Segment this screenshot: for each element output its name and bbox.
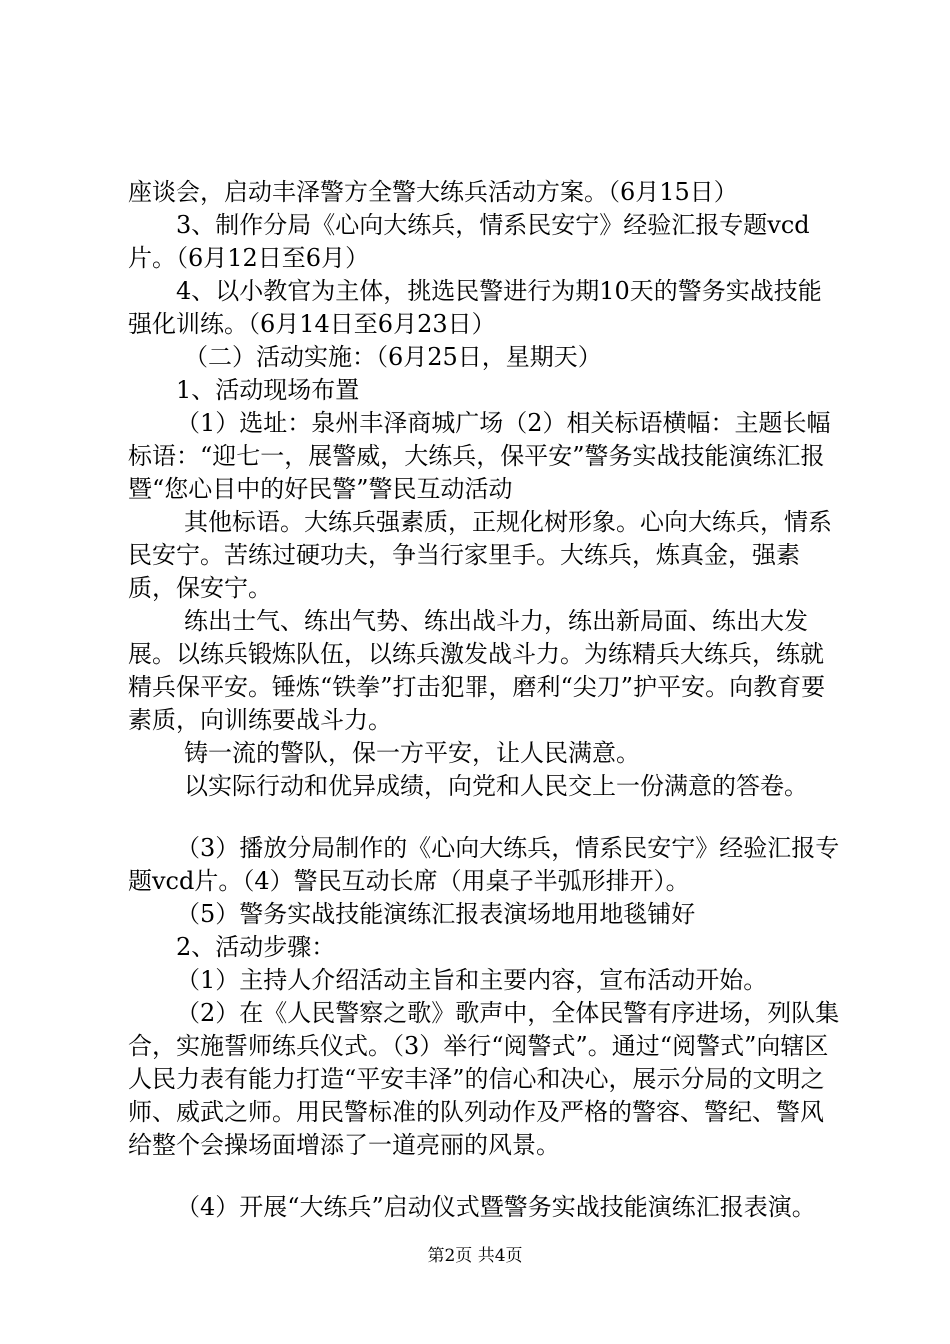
paragraph-11: （3）播放分局制作的《心向大练兵，情系民安宁》经验汇报专题vcd片。（4）警民互动长席（用桌子半弧形排开）。 (128, 834, 840, 895)
paragraph-12: （5）警务实战技能演练汇报表演场地用地毯铺好 (176, 900, 696, 928)
paragraph-6: （1）选址：泉州丰泽商城广场（2）相关标语横幅：主题长幅标语：“迎七一，展警威，大练兵，保平安”警务实战技能演练汇报暨“您心目中的好民警”警民互动活动 (128, 409, 831, 503)
paragraph-16: （4）开展“大练兵”启动仪式暨警务实战技能演练汇报表演。 (176, 1193, 816, 1221)
paragraph-8: 练出士气、练出气势、练出战斗力，练出新局面、练出大发展。以练兵锻炼队伍，以练兵激发战斗力。为练精兵大练兵，练就精兵保平安。锤炼“铁拳”打击犯罪，磨利“尖刀”护平安。向教育要素质，向训练要战斗力。 (128, 607, 826, 734)
paragraph-14: （1）主持人介绍活动主旨和主要内容，宣布活动开始。 (176, 966, 768, 994)
paragraph-2: 3、制作分局《心向大练兵，情系民安宁》经验汇报专题vcd片。（6月12日至6月） (128, 211, 810, 272)
page-footer: 第2页 共4页 (427, 1246, 523, 1266)
paragraph-7: 其他标语。大练兵强素质，正规化树形象。心向大练兵，情系民安宁。苦练过硬功夫，争当行家里手。大练兵，炼真金，强素质，保安宁。 (128, 508, 832, 602)
paragraph-5: 1、活动现场布置 (176, 376, 360, 404)
paragraph-10: 以实际行动和优异成绩，向党和人民交上一份满意的答卷。 (184, 772, 808, 800)
paragraph-3: 4、以小教官为主体，挑选民警进行为期10天的警务实战技能强化训练。（6月14日至6月23日） (128, 277, 822, 338)
paragraph-13: 2、活动步骤： (176, 933, 336, 961)
paragraph-9: 铸一流的警队，保一方平安，让人民满意。 (184, 739, 640, 767)
document-body (128, 176, 840, 1224)
paragraph-15: （2）在《人民警察之歌》歌声中，全体民警有序进场，列队集合，实施誓师练兵仪式。（3）举行“阅警式”。通过“阅警式”向辖区人民力表有能力打造“平安丰泽”的信心和决心，展示分局的文明之师、威武之师。用民警标准的队列动作及严格的警容、警纪、警风给整个会操场面增添了一道亮丽的风景。 (128, 999, 840, 1159)
paragraph-4: （二）活动实施：（6月25日，星期天） (184, 343, 602, 371)
paragraph-1: 座谈会，启动丰泽警方全警大练兵活动方案。（6月15日） (128, 178, 738, 206)
